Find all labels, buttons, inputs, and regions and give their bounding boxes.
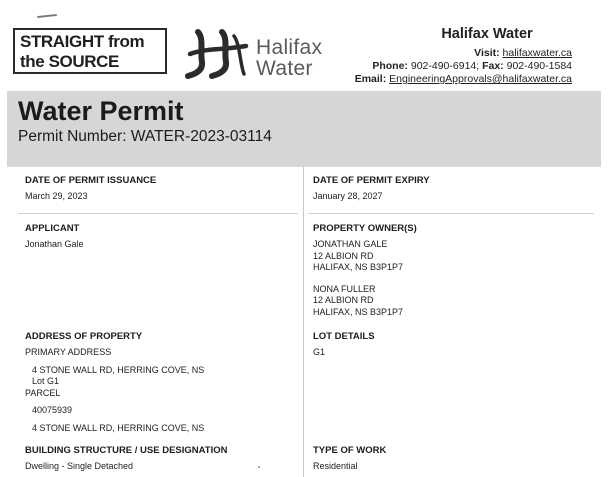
type-of-work-label: TYPE OF WORK [313,445,387,456]
applicant-section [25,223,84,251]
email-link[interactable]: EngineeringApprovals@halifaxwater.ca [389,73,572,85]
owner-name: NONA FULLER [313,283,376,294]
parcel-label: PARCEL [25,387,61,398]
expiry-date-value: January 28, 2027 [313,191,383,201]
contact-visit-line [332,47,572,60]
halifax-water-logo-word1: Halifax [256,36,323,59]
owner-street: 12 ALBION RD [313,295,374,305]
contact-block [332,26,572,86]
stf-logo-line2: the SOURCE [20,52,119,71]
owner-entry [313,239,417,274]
owner-street: 12 ALBION RD [313,250,374,261]
lot-details-value: G1 [313,347,326,357]
applicant-label: APPLICANT [25,223,80,234]
title-band [7,91,601,167]
issuance-date-section [25,175,156,203]
property-owners-label: PROPERTY OWNER(S) [313,223,417,234]
parcel-id: 40075939 [32,405,73,415]
building-structure-value: Dwelling - Single Detached [25,461,134,471]
owner-city: HALIFAX, NS B3P1P7 [313,262,404,272]
property-owners-section [313,223,417,318]
type-of-work-section [313,445,386,473]
halifax-water-logo [184,28,334,80]
issuance-date-value: March 29, 2023 [25,191,88,201]
fax-label: Fax: [482,60,504,72]
permit-details-grid [0,167,608,477]
contact-org-name: Halifax Water [441,26,533,42]
primary-address-line2: Lot G1 [32,376,60,386]
property-address-section [25,331,204,434]
owner-name: JONATHAN GALE [313,239,388,249]
type-of-work-value: Residential [313,461,358,471]
row-divider [18,213,298,214]
phone-label: Phone: [372,60,408,72]
property-address-label: ADDRESS OF PROPERTY [25,331,143,342]
stf-logo-line1: STRAIGHT from [20,32,145,51]
parcel-address: 4 STONE WALL RD, HERRING COVE, NS [32,422,205,433]
email-label: Email: [354,73,387,85]
contact-phone-line [332,60,572,73]
phone-value: 902-490-6914; [410,60,480,72]
fax-value: 902-490-1584 [506,60,572,72]
owner-city: HALIFAX, NS B3P1P7 [313,306,404,317]
primary-address-label: PRIMARY ADDRESS [25,347,112,357]
scan-speck [258,466,260,468]
visit-label: Visit: [474,47,500,59]
halifax-water-emblem-icon [184,28,252,80]
building-structure-section [25,445,228,473]
straight-from-the-source-logo [13,28,167,74]
expiry-date-section [313,175,430,203]
permit-number: Permit Number: WATER-2023-03114 [18,128,272,145]
lot-details-section [313,331,375,359]
lot-details-label: LOT DETAILS [313,331,375,342]
column-divider [303,167,304,477]
building-structure-label: BUILDING STRUCTURE / USE DESIGNATION [25,445,228,456]
halifax-water-logo-word2: Water [256,57,313,80]
website-link[interactable]: halifaxwater.ca [502,47,572,59]
contact-email-line [332,73,572,86]
row-divider [308,213,594,214]
primary-address-line1: 4 STONE WALL RD, HERRING COVE, NS [32,364,205,375]
scan-mark [37,14,57,18]
applicant-value: Jonathan Gale [25,239,84,249]
expiry-date-label: DATE OF PERMIT EXPIRY [313,175,430,186]
owner-entry [313,284,417,319]
page-title: Water Permit [18,96,184,126]
issuance-date-label: DATE OF PERMIT ISSUANCE [25,175,157,186]
